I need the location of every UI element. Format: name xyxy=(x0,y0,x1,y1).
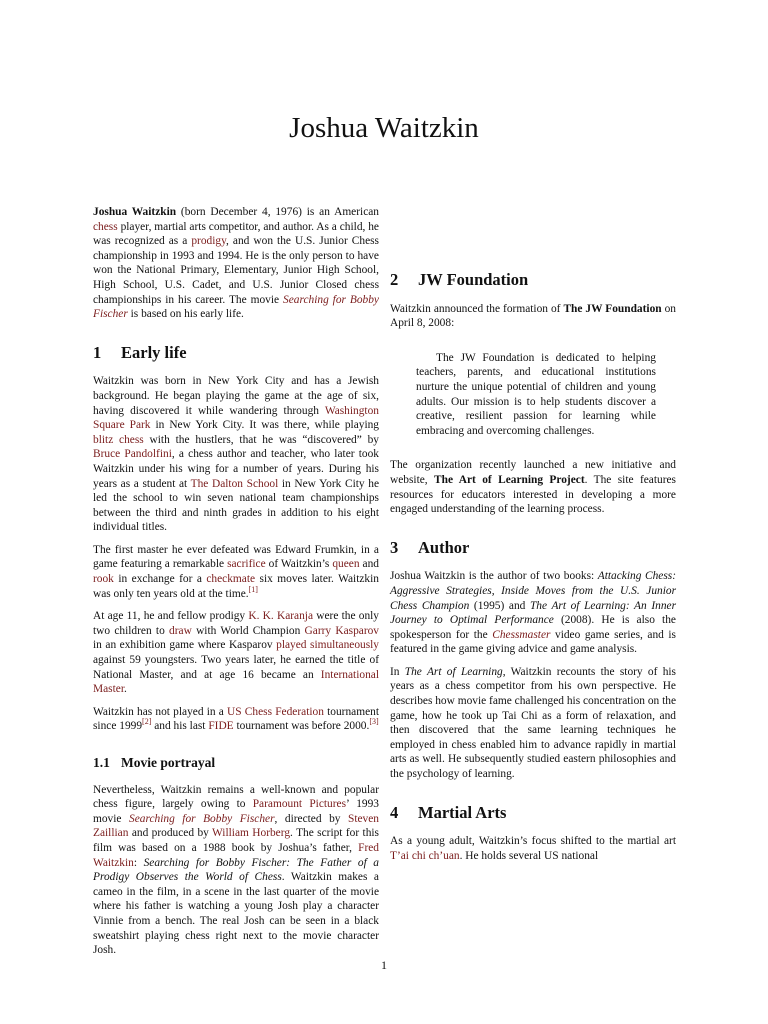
link-checkmate[interactable]: checkmate xyxy=(206,573,256,586)
author-paragraph-1: Joshua Waitzkin is the author of two books: Attacking Chess: Aggressive Strategies, Inside Moves from the U.S. Junior Chess Champion (1995) and The Art of Learning: An Inner Journey to Optimal Performance (2008). He is also the spokesperson for the Chessmaster video game series, and is featured in the game giving advice and game analysis. xyxy=(390,570,676,656)
early-life-paragraph-2: The first master he ever defeated was Edward Frumkin, in a game featuring a remarkable sacrifice of Waitzkin’s queen and rook in exchange for a checkmate six moves later. Waitzkin was only ten years old at the time.[1] xyxy=(93,543,380,600)
link-fide[interactable]: FIDE xyxy=(208,720,234,733)
section-heading-early-life: 1 Early life xyxy=(93,342,187,362)
book-attacking-chess: Attacking Chess: Aggressive Strategies, Inside Moves from the U.S. Junior Chess Champion xyxy=(390,570,676,612)
martial-arts-paragraph: As a young adult, Waitzkin’s focus shifted to the martial art T’ai chi ch’uan. He holds several US national xyxy=(390,835,676,862)
link-movie-2[interactable]: Searching for Bobby Fischer xyxy=(129,812,275,825)
book-art-of-learning: The Art of Learning: An Inner Journey to Optimal Performance xyxy=(390,599,676,627)
early-life-paragraph-1: Waitzkin was born in New York City and has a Jewish background. He began playing the game at the age of six, having discovered it while wandering through Washington Square Park in New York City. It was there, while playing blitz chess with the hustlers, that he was “discovered” by Bruce Pandolfini, a chess author and teacher, who later took Waitzkin under his wing for a number of years. During his years as a student at The Dalton School in New York City he led the school to win seven national team championships between the third and ninth grades in addition to his eight individual titles. xyxy=(93,375,380,534)
link-fred-waitzkin[interactable]: Fred Waitzkin xyxy=(93,841,379,869)
section-heading-martial-arts: 4 Martial Arts xyxy=(390,802,507,822)
jw-foundation-name: The JW Foundation xyxy=(563,302,662,315)
early-life-paragraph-3: At age 11, he and fellow prodigy K. K. Karanja were the only two children to draw with World Champion Garry Kasparov in an exhibition game where Kasparov played simultaneously against 59 youngsters. Two years later, he earned the title of National Master, and at age 16 became an International Master. xyxy=(93,610,380,696)
link-uscf[interactable]: US Chess Federation xyxy=(227,705,324,718)
link-queen[interactable]: queen xyxy=(332,558,360,571)
link-paramount[interactable]: Paramount Pictures xyxy=(252,798,347,811)
intro-paragraph: Joshua Waitzkin (born December 4, 1976) is an American chess player, martial arts competitor, and author. As a child, he was recognized as a prodigy, and won the U.S. Junior Chess championship in 1993 and 1994. He is the only person to have won the National Primary, Elementary, Junior High School, High School, U.S. Cadet, and U.S. Junior Closed chess championships in his career. The movie Searching for Bobby Fischer is based on his early life. xyxy=(93,206,379,321)
section-heading-jw-foundation: 2 JW Foundation xyxy=(390,270,529,289)
left-column xyxy=(93,205,379,966)
link-prodigy[interactable]: prodigy xyxy=(191,235,227,248)
link-sacrifice[interactable]: sacrifice xyxy=(227,558,266,571)
link-dalton-school[interactable]: The Dalton School xyxy=(190,477,279,490)
right-column xyxy=(390,205,676,871)
article-title: Joshua Waitzkin xyxy=(289,112,479,144)
link-movie[interactable]: Searching for Bobby Fischer xyxy=(93,293,379,321)
book-art-of-learning-2: The Art of Learning xyxy=(404,665,503,678)
link-william-horberg[interactable]: William Horberg xyxy=(212,827,291,840)
link-played-simultaneously[interactable]: played simultaneously xyxy=(276,639,380,652)
link-international-master[interactable]: International Master xyxy=(93,668,379,696)
link-chess[interactable]: chess xyxy=(93,220,118,233)
link-draw[interactable]: draw xyxy=(169,624,192,637)
reference-1[interactable]: [1] xyxy=(248,584,258,594)
link-tai-chi[interactable]: T’ai chi ch’uan xyxy=(390,849,460,862)
author-paragraph-2: In The Art of Learning, Waitzkin recounts the story of his years as a chess competitor from his own perspective. He describes how movie fame challenged his concentration on the game, how he took up Tai Chi as a form of relaxation, and then discovered that the same learning techniques he employed in chess enabled him to advance rapidly in martial arts as well. He subsequently studied eastern philosophies and the psychology of learning. xyxy=(390,665,676,781)
link-rook[interactable]: rook xyxy=(93,573,114,586)
link-kasparov[interactable]: Garry Kasparov xyxy=(304,624,379,637)
jw-foundation-paragraph-2: The organization recently launched a new initiative and website, The Art of Learning Project. The site features resources for educators interested in developing a more engaged understanding of the learning process. xyxy=(390,459,676,516)
art-of-learning-project: The Art of Learning Project xyxy=(434,473,585,486)
reference-3[interactable]: [3] xyxy=(369,717,379,727)
subsection-heading-movie-portrayal: 1.1 Movie portrayal xyxy=(93,755,216,770)
section-heading-author: 3 Author xyxy=(390,537,470,557)
early-life-paragraph-4: Waitzkin has not played in a US Chess Federation tournament since 1999[2] and his last FIDE tournament was before 2000.[3] xyxy=(93,705,379,733)
movie-portrayal-paragraph: Nevertheless, Waitzkin remains a well-known and popular chess figure, largely owing to Paramount Pictures’ 1993 movie Searching for Bobby Fischer, directed by Steven Zaillian and produced by William Horberg. The script for this film was based on a 1988 book by Joshua’s father, Fred Waitzkin: Searching for Bobby Fischer: The Father of a Prodigy Observes the World of Chess. Waitzkin makes a cameo in the film, in a scene in the last quarter of the movie where his father is watching a young Josh play a character Vinnie from a bench. The real Josh can be seen in a black sweatshirt playing chess right next to the movie character Josh. xyxy=(93,783,380,957)
link-karanja[interactable]: K. K. Karanja xyxy=(248,610,314,623)
link-chessmaster[interactable]: Chessmaster xyxy=(492,628,551,641)
link-blitz-chess[interactable]: blitz chess xyxy=(93,433,144,446)
reference-2[interactable]: [2] xyxy=(142,717,152,727)
blockquote: The JW Foundation is dedicated to helping teachers, parents, and educational institutions nurture the unique potential of children and young adults. Our mission is to help students discover a creative, resilient passion for learning while embracing and overcoming challenges. xyxy=(416,351,656,437)
link-steven-zaillian[interactable]: Steven Zaillian xyxy=(93,812,380,840)
subject-name: Joshua Waitzkin xyxy=(93,206,177,218)
link-bruce-pandolfini[interactable]: Bruce Pandolfini xyxy=(93,448,172,461)
page-number: 1 xyxy=(381,958,387,972)
jw-foundation-paragraph-1: Waitzkin announced the formation of The JW Foundation on April 8, 2008: xyxy=(390,302,677,330)
book-title: Searching for Bobby Fischer: The Father of a Prodigy Observes the World of Chess xyxy=(93,856,379,884)
link-washington-square-park[interactable]: Washington Square Park xyxy=(93,404,379,432)
